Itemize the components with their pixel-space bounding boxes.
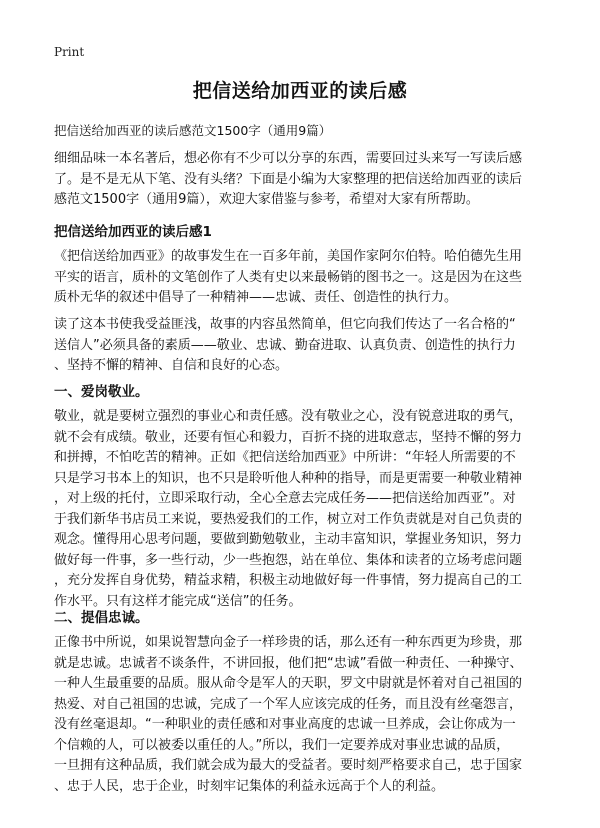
section-heading: 把信送给加西亚的读后感1 [54,224,212,240]
text-line: 作水平。只有这样才能完成“送信”的任务。 [54,593,302,609]
body-paragraph [54,633,554,797]
text-line: 读了这本书使我受益匪浅，故事的内容虽然简单，但它向我们传达了一名合格的“ [54,317,516,332]
text-line: 了。是不是无从下笔、没有头绪？下面是小编为大家整理的把信送给加西亚的读后 [54,171,523,187]
text-line: 正像书中所说，如果说智慧向金子一样珍贵的话，那么还有一种东西更为珍贵，那 [54,635,523,650]
text-line: ，充分发挥自身优势，精益求精，积极主动地做好每一件事情，努力提高自己的工 [54,573,523,588]
text-line: 、忠于人民，忠于企业，时刻牢记集体的利益永远高于个人的利益。 [54,778,445,794]
subsection-heading: 一、爱岗敬业。 [54,384,149,400]
text-line: 质朴无华的叙述中倡导了一种精神——忠诚、责任、创造性的执行力。 [54,290,458,305]
text-line: 就是忠诚。忠诚者不谈条件，不讲回报，他们把“忠诚”看做一种责任、一种操守、 [54,655,523,671]
text-line: 热爱、对自己祖国的忠诚，完成了一个军人应该完成的任务，而且没有丝毫怨言， [54,696,523,712]
text-line: 细细品味一本名著后，想必你有不少可以分享的东西，需要回过头来写一写读后感 [54,151,523,166]
body-paragraph [54,407,554,612]
text-line: 、坚持不懈的精神、自信和良好的心态。 [54,358,289,373]
subsection-heading: 二、提倡忠诚。 [54,610,149,626]
body-paragraph [54,315,554,377]
text-line: 就不会有成绩。敬业，还要有恒心和毅力，百折不挠的进取意志，坚持不懈的努力 [54,429,523,445]
text-line: 于我们新华书店员工来说，要热爱我们的工作，树立对工作负责就是对自己负责的 [54,511,523,527]
text-line: 感范文1500字（通用9篇），欢迎大家借鉴与参考，希望对大家有所帮助。 [54,192,479,207]
text-line: 没有丝毫退却。“一种职业的责任感和对事业高度的忠诚一旦养成，会让你成为一 [54,717,516,732]
page-title: 把信送给加西亚的读后感 [192,80,408,102]
text-line: 一种人生最重要的品质。服从命令是军人的天职，罗文中尉就是怀着对自己祖国的 [54,676,523,691]
print-link[interactable]: Print [54,45,85,59]
intro-paragraph [54,149,554,211]
subtitle: 把信送给加西亚的读后感范文1500字（通用9篇） [54,123,332,138]
text-line: 一旦拥有这种品质，我们就会成为最大的受益者。要时刻严格要求自己，忠于国家 [54,758,523,773]
text-line: 平实的语言，质朴的文笔创作了人类有史以来最畅销的图书之一。这是因为在这些 [54,269,523,285]
body-paragraph [54,247,554,309]
text-line: 只是学习书本上的知识，也不只是聆听他人种种的指导，而是更需要一种敬业精神 [54,470,523,486]
text-line: 观念。懂得用心思考问题，要做到勤勉敬业，主动丰富知识，掌握业务知识，努力 [54,532,523,547]
text-line: 敬业，就是要树立强烈的事业心和责任感。没有敬业之心，没有锐意进取的勇气， [54,409,523,424]
text-line: 和拼搏，不怕吃苦的精神。正如《把信送给加西亚》中所讲：“年轻人所需要的不 [54,450,516,465]
text-line: 做好每一件事，多一些行动，少一些抱怨，站在单位、集体和读者的立场考虑问题 [54,552,523,568]
text-line: ，对上级的托付，立即采取行动，全心全意去完成任务——把信送给加西亚”。对 [54,491,516,506]
text-line: 送信人”必须具备的素质——敬业、忠诚、勤奋进取、认真负责、创造性的执行力 [54,337,516,353]
text-line: 《把信送给加西亚》的故事发生在一百多年前，美国作家阿尔伯特。哈伯德先生用 [54,249,523,264]
text-line: 个信赖的人，可以被委以重任的人。”所以，我们一定要养成对事业忠诚的品质， [54,737,510,753]
